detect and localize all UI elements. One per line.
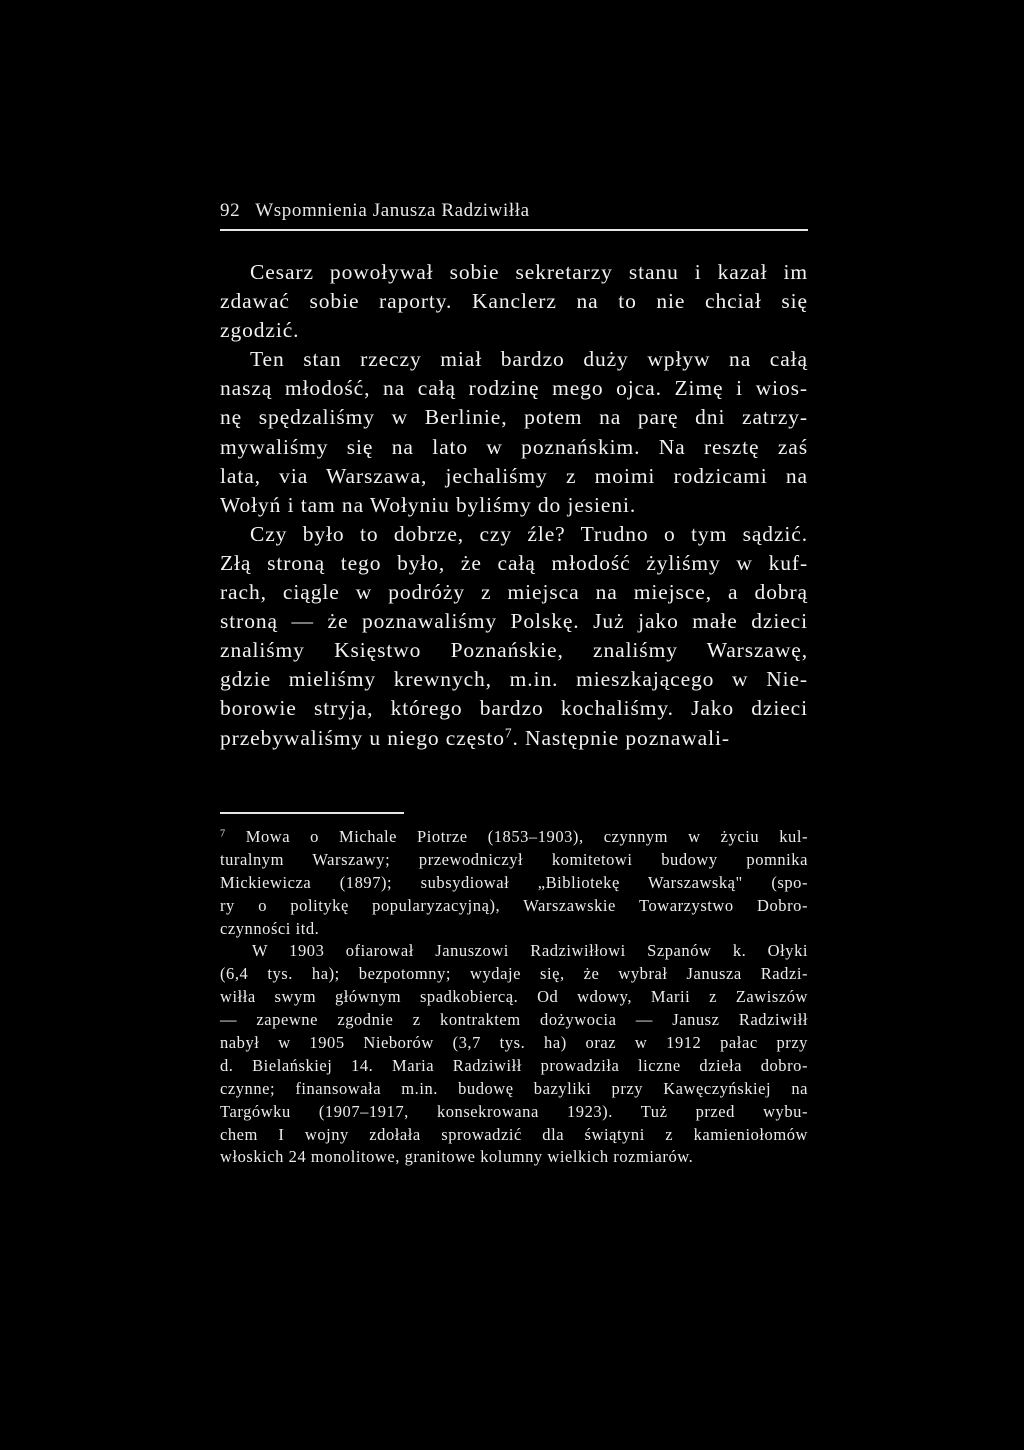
- footnote-text: Mowa o Michale Piotrze (1853–1903), czynnym w życiu kul-: [245, 827, 808, 846]
- footnote-line: nabył w 1905 Nieborów (3,7 tys. ha) oraz w 1912 pałac przy: [220, 1033, 808, 1053]
- footnote-line: wiłła swym głównym spadkobiercą. Od wdowy, Marii z Zawiszów: [220, 987, 808, 1007]
- footnote-line: Targówku (1907–1917, konsekrowana 1923). Tuż przed wybu-: [220, 1101, 808, 1121]
- running-head: [220, 200, 808, 222]
- footnote-rule: [220, 812, 404, 814]
- text-line: gdzie mieliśmy krewnych, m.in. mieszkającego w Nie-: [220, 667, 808, 692]
- running-title: Wspomnienia Janusza Radziwiłła: [255, 200, 530, 221]
- footnote-marker: 7: [220, 828, 226, 840]
- footnote-line: [220, 826, 808, 849]
- text-line: mywaliśmy się na lato w poznańskim. Na resztę zaś: [220, 434, 808, 459]
- footnote-line: włoskich 24 monolitowe, granitowe kolumny wielkich rozmiarów.: [220, 1147, 694, 1167]
- text-line: naszą młodość, na całą rodzinę mego ojca. Zimę i wios-: [220, 376, 808, 401]
- text-line: znaliśmy Księstwo Poznańskie, znaliśmy Warszawę,: [220, 638, 808, 663]
- text-line: rach, ciągle w podróży z miejsca na miejsce, a dobrą: [220, 580, 808, 605]
- text-line: Ten stan rzeczy miał bardzo duży wpływ na całą: [250, 347, 808, 372]
- footnote-line: Mickiewicza (1897); subsydiował „Bibliotekę Warszawską" (spo-: [220, 872, 808, 892]
- header-rule: [220, 229, 808, 231]
- footnote-line: (6,4 tys. ha); bezpotomny; wydaje się, że wybrał Janusza Radzi-: [220, 964, 808, 984]
- footnotes: [220, 826, 808, 1169]
- footnote-line: — zapewne zgodnie z kontraktem dożywocia — Janusz Radziwiłł: [220, 1010, 808, 1030]
- text-fragment: . Następnie poznawali-: [512, 725, 730, 750]
- footnote-line: d. Bielańskiej 14. Maria Radziwiłł prowadziła liczne dzieła dobro-: [220, 1055, 808, 1075]
- footnote-line: chem I wojny zdołała sprowadzić dla świątyni z kamieniołomów: [220, 1124, 808, 1144]
- text-line: zdawać sobie raporty. Kanclerz na to nie chciał się: [220, 289, 808, 314]
- text-line: nę spędzaliśmy w Berlinie, potem na parę dni zatrzy-: [220, 405, 808, 430]
- text-line: Wołyń i tam na Wołyniu byliśmy do jesieni.: [220, 492, 637, 517]
- footnote-line: czynne; finansowała m.in. budowę bazyliki przy Kawęczyńskiej na: [220, 1078, 808, 1098]
- text-line: Czy było to dobrze, czy źle? Trudno o tym sądzić.: [250, 521, 808, 546]
- footnote-ref: 7: [504, 725, 513, 741]
- text-line: borowie stryja, którego bardzo kochaliśmy. Jako dzieci: [220, 696, 808, 721]
- text-line: Złą stroną tego było, że całą młodość żyliśmy w kuf-: [220, 550, 808, 575]
- text-line: Cesarz powoływał sobie sekretarzy stanu i kazał im: [250, 260, 808, 284]
- main-text: [220, 258, 808, 753]
- text-line: zgodzić.: [220, 318, 300, 343]
- footnote-line: ry o politykę popularyzacyjną), Warszawskie Towarzystwo Dobro-: [220, 895, 808, 915]
- text-line: stroną — że poznawaliśmy Polskę. Już jako małe dzieci: [220, 609, 808, 634]
- text-line: [220, 724, 808, 753]
- footnote-line: W 1903 ofiarował Januszowi Radziwiłłowi Szpanów k. Ołyki: [252, 941, 808, 961]
- footnote-line: czynności itd.: [220, 918, 320, 938]
- text-fragment: przebywaliśmy u niego często: [220, 725, 505, 750]
- footnote-line: turalnym Warszawy; przewodniczył komitetowi budowy pomnika: [220, 849, 808, 869]
- page-number: 92: [220, 200, 241, 221]
- text-line: lata, via Warszawa, jechaliśmy z moimi rodzicami na: [220, 463, 808, 488]
